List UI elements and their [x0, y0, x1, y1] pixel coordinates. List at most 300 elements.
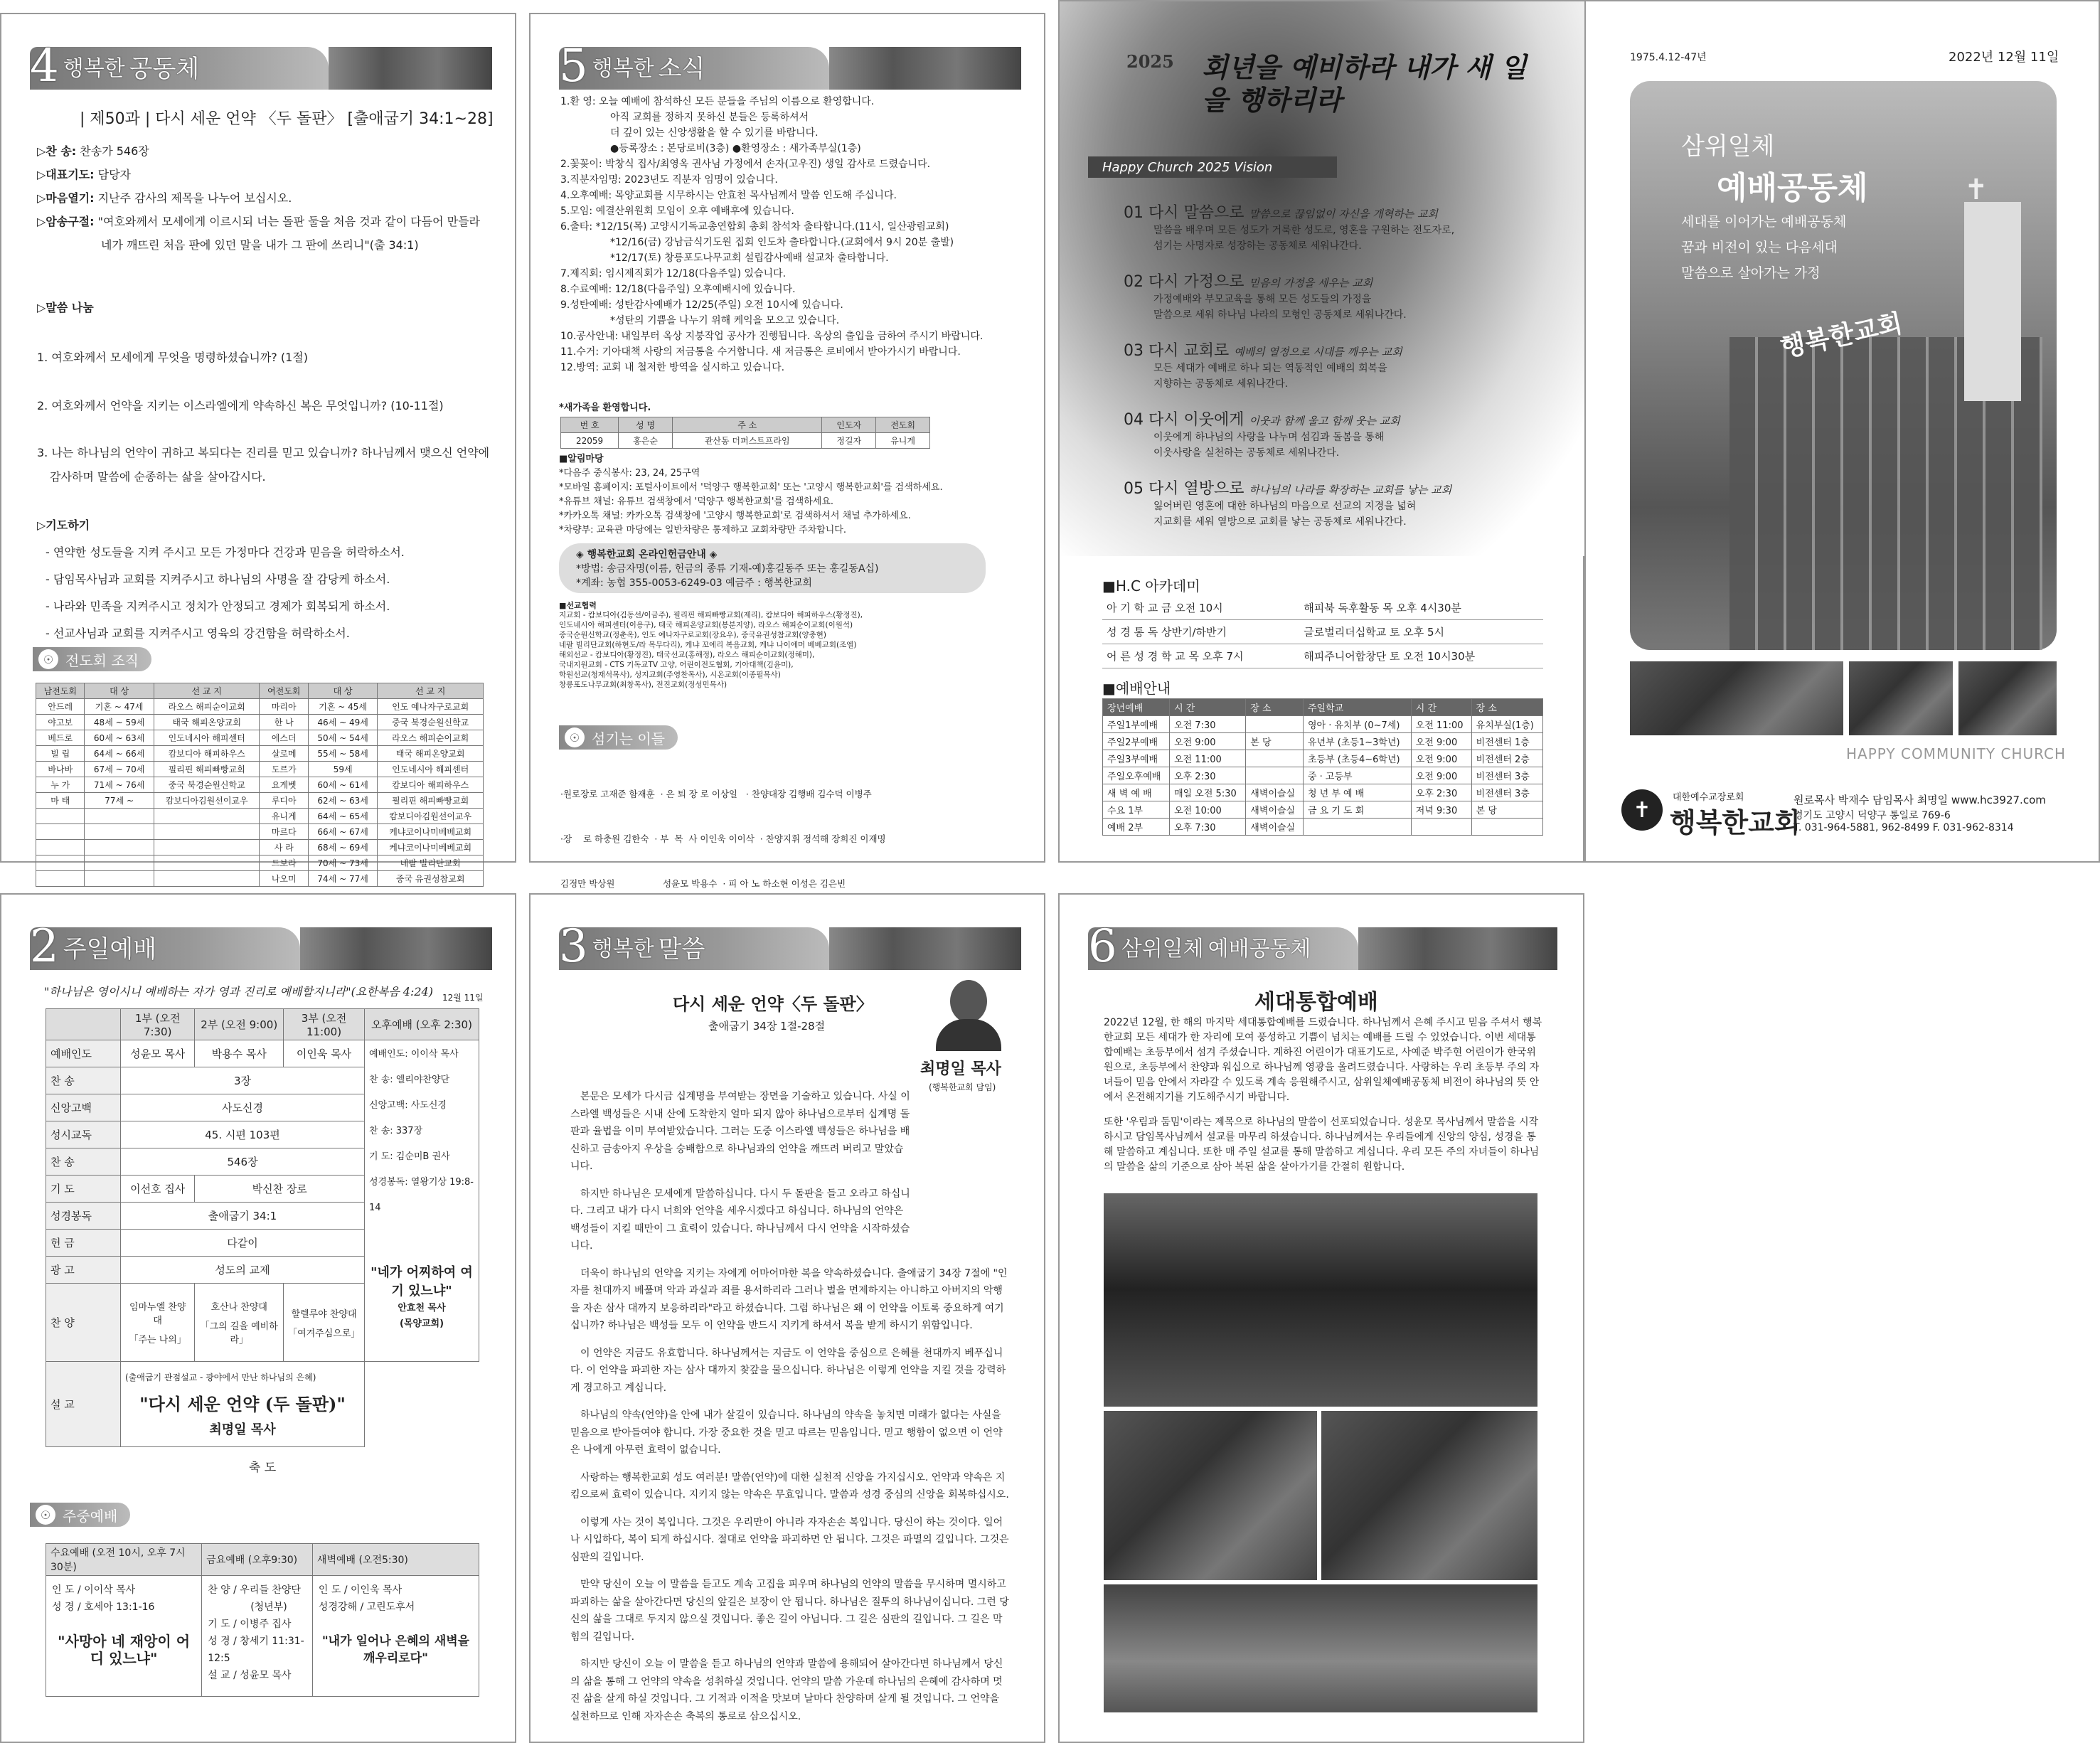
question-3-cont: 감사하며 말씀에 순종하는 삶을 살아갑시다.	[50, 470, 266, 484]
worship-header: 시 간	[1170, 699, 1246, 716]
sunday-header: 1부 (오전 7:30)	[121, 1009, 195, 1040]
org-cell: 마르다	[260, 824, 308, 840]
vision-item	[1124, 339, 1565, 392]
page-number: 4	[30, 40, 59, 92]
worship-cell: 새벽이슬실	[1246, 819, 1304, 836]
page-header	[1088, 920, 1311, 973]
page-5	[529, 13, 1045, 889]
org-cell: 60세 ~ 63세	[85, 730, 154, 746]
org-cell: 46세 ~ 49세	[308, 715, 377, 730]
org-section-title: ☉ 전도회 조직	[33, 647, 151, 671]
academy-cell: 성 경 통 독 상반기/하반기	[1102, 620, 1299, 644]
mission-item: 해외선교 - 캄보디아(황정진), 태국선교(홍해정), 라오스 해피순이교회(정해미),	[559, 651, 815, 659]
vision-items	[1124, 201, 1565, 545]
org-cell	[154, 871, 260, 887]
news-item: ●등록장소 : 본당로비(3층) ●환영장소 : 새가족부실(1층)	[610, 143, 861, 154]
choir-cell	[121, 1284, 195, 1362]
vision-year: 2025	[1126, 51, 1174, 72]
academy-cell: 아 기 학 교 금 오전 10시	[1102, 596, 1299, 620]
org-header: 남전도회	[36, 683, 85, 699]
sunday-cell: 45. 시편 103편	[121, 1121, 365, 1148]
vision-item-body: 이웃사랑을 실천하는 공동체로 세워나간다.	[1153, 447, 1340, 459]
worship-header: 장 소	[1246, 699, 1304, 716]
sermon-paragraph: 이 언약은 지금도 유효합니다. 하나님께서는 지금도 이 언약을 중심으로 은혜를 천대까지 베푸십니다. 이 언약을 파괴한 자는 삼사 대까지 찾갚을 물으십니다. 하나님은 이렇게 언약을 지킬 것을 강력하게 경고하고 계십니다.	[570, 1347, 1006, 1394]
cover-title-big: 예배공동체	[1717, 170, 1868, 206]
question-1: 1. 여호와께서 모세에게 무엇을 명령하셨습니까? (1절)	[37, 351, 308, 364]
sunday-header: 오후예배 (오후 2:30)	[365, 1009, 479, 1040]
news-item: 5.모임: 예결산위원회 모임이 오후 예배후에 있습니다.	[560, 206, 794, 217]
vision-item-body: 모든 세대가 예배로 하나 되는 역동적인 예배의 회복을	[1153, 363, 1387, 374]
vision-page	[1058, 0, 1584, 863]
academy-table	[1102, 596, 1543, 668]
sunday-row-label: 광 고	[46, 1257, 121, 1284]
afternoon-line: 찬 송: 엘리야찬양단	[369, 1075, 450, 1085]
worship-header: 장년예배	[1103, 699, 1170, 716]
afternoon-line: 신앙고백: 사도신경	[369, 1100, 447, 1111]
worship-cell: 오전 11:00	[1411, 716, 1471, 733]
org-cell: 도르가	[260, 762, 308, 777]
worship-row	[1103, 801, 1543, 819]
sermon-label: 설 교	[46, 1362, 121, 1447]
org-cell: 캄보디아 해피하우스	[378, 777, 484, 793]
org-cell: 태국 해피온양교회	[378, 746, 484, 762]
newfam-label: *새가족을 환영합니다.	[559, 403, 651, 413]
sermon-paragraph: 이렇게 사는 것이 복입니다. 그것은 우리만이 아니라 자자손손 복입니다. 당신이 하는 것이다. 일어나 시입하다, 복이 되게 하십시다. 절대로 언약을 파괴하면 안 됩니다. 그것은 파멸의 길입니다. 그것은 심판의 길입니다.	[570, 1516, 1009, 1563]
lesson-item: ▷암송구절: "여호와께서 모세에게 이르시되 너는 돌판 둘을 처음 것과 같이 다듬어 만들라	[37, 215, 480, 228]
vision-item-sub: 예배의 열정으로 시대를 깨우는 교회	[1234, 346, 1402, 358]
org-header: 선 교 지	[378, 683, 484, 699]
worship-cell	[1471, 819, 1542, 836]
news-item: 3.직분자임명: 2023년도 직분자 임명이 있습니다.	[560, 174, 778, 186]
newfam-header: 번 호	[561, 417, 619, 433]
worship-row	[1103, 784, 1543, 801]
worship-cell: 예배 2부	[1103, 819, 1170, 836]
newfam-cell: 22059	[561, 433, 619, 449]
pastor-portrait	[929, 980, 1007, 1051]
worship-cell: 주일오후예배	[1103, 767, 1170, 784]
page-header	[559, 920, 705, 973]
org-cell: 케냐코이나미베베교회	[378, 840, 484, 855]
org-cell: 드보라	[260, 855, 308, 871]
choir-label: 찬 양	[46, 1284, 121, 1362]
pastor-signature: 최명일 목사	[920, 1060, 1001, 1078]
sunday-cell: 성도의 교제	[121, 1257, 365, 1284]
vision-item-head	[1124, 201, 1565, 223]
afternoon-line: 성경봉독: 열왕기상 19:8-14	[369, 1177, 474, 1213]
cover-subtitle: 말씀으로 살아가는 가정	[1681, 265, 1821, 281]
prayer-item: - 선교사님과 교회를 지켜주시고 영육의 강건함을 허락하소서.	[46, 627, 350, 640]
weekday-header: 금요예배 (오후9:30)	[202, 1544, 313, 1576]
sunday-row-label: 예배인도	[46, 1040, 121, 1067]
org-cell	[36, 840, 85, 855]
cover-subtitles	[1681, 209, 1846, 286]
cover-page	[1584, 0, 2100, 863]
weekday-col-dawn: 인 도 / 이인욱 목사 성경강해 / 고린도후서 "내가 일어나 은혜의 새벽을 깨우리로다"	[312, 1576, 479, 1697]
cover-title-small: 삼위일체	[1681, 132, 1775, 161]
happy-community: HAPPY COMMUNITY CHURCH	[1846, 745, 2067, 762]
org-cell: 71세 ~ 76세	[85, 777, 154, 793]
vision-item-head	[1124, 270, 1565, 292]
mission-list	[559, 610, 1028, 690]
pastor-caption: (행복한교회 담임)	[929, 1082, 996, 1092]
news-item: 8.수료예배: 12/18(다음주일) 오후예배시에 있습니다.	[560, 284, 796, 295]
offering-box	[559, 543, 986, 593]
org-cell: 인도 예나자구로교회	[378, 699, 484, 715]
sunday-cell: 이선호 집사	[121, 1176, 195, 1203]
org-cell: 62세 ~ 63세	[308, 793, 377, 809]
org-cell: 인도네시아 해피센터	[378, 762, 484, 777]
org-cell: 필리핀 해피빠빵교회	[378, 793, 484, 809]
newfam-cell: 홍은순	[619, 433, 673, 449]
org-cell: 마 태	[36, 793, 85, 809]
org-cell: 루디아	[260, 793, 308, 809]
choir-song: 「여겨주심으로」	[288, 1328, 361, 1339]
sunday-cell: 성윤모 목사	[121, 1040, 195, 1067]
cross-icon: ✝	[1964, 174, 1988, 206]
worship-row	[1103, 716, 1543, 733]
org-cell: 70세 ~ 73세	[308, 855, 377, 871]
org-cell: 캄보디아김원선이교우	[378, 809, 484, 824]
page-header	[30, 920, 157, 973]
org-cell: 48세 ~ 59세	[85, 715, 154, 730]
academy-cell: 해피주니어합창단 토 오전 10시30분	[1299, 644, 1543, 668]
org-cell	[36, 824, 85, 840]
worship-photo-group	[1104, 1584, 1537, 1712]
org-cell: 네팔 빌리단교회	[378, 855, 484, 871]
worship-cell: 주일2부예배	[1103, 733, 1170, 750]
academy-cell: 해피북 독후활동 목 오후 4시30분	[1299, 596, 1543, 620]
choir-name: 임마누엘 찬양대	[129, 1302, 186, 1326]
notice-item: *유튜브 채널: 유튜브 검색창에서 '덕양구 행복한교회'를 검색하세요.	[559, 496, 834, 507]
worship-cell: 비전센터 2층	[1471, 750, 1542, 767]
weekday-col-fri: 찬 양 / 우리들 찬양단 (청년부) 기 도 / 이병주 집사 성 경 / 창세기 11:31-12:5 설 교 / 성윤모 목사	[202, 1576, 313, 1697]
sermon-paragraph: 만약 당신이 오늘 이 말씀을 듣고도 계속 고집을 피우며 하나님의 언약의 말씀을 무시하며 멸시하고 파괴하는 삶을 살아간다면 당신의 앞길은 보장이 안 됩니다. 하나님은 질투의 하나님이십니다. 그런 당신의 삶을 그대로 두지지 않으실 것입니다. 좋은 길이 아닙니다. 그 길은 심판의 길입니다. 그 길은 막힘의 길입니다.	[570, 1579, 1009, 1643]
vision-item-heading: 다시 열방으로	[1148, 480, 1244, 498]
page-number: 5	[559, 40, 588, 92]
org-cell: 기혼 ~ 45세	[308, 699, 377, 715]
org-cell: 캄보디아 해피하우스	[154, 746, 260, 762]
cover-subtitle: 세대를 이어가는 예배공동체	[1681, 214, 1847, 230]
worship-photo-choir	[1321, 1411, 1537, 1580]
worship-cell: 주일1부예배	[1103, 716, 1170, 733]
page-number: 3	[559, 920, 588, 973]
page-title-b: 예배공동체	[1208, 937, 1311, 961]
page-3	[529, 893, 1045, 1743]
org-cell	[85, 824, 154, 840]
worship-cell	[1246, 750, 1304, 767]
page-title-a: 행복한	[63, 56, 125, 81]
newfam-table	[560, 417, 930, 449]
sunday-cell: 사도신경	[121, 1094, 365, 1121]
choir-name: 호산나 찬양대	[210, 1302, 267, 1313]
denomination: 대한예수교장로회	[1673, 792, 1744, 803]
worship-row	[1103, 733, 1543, 750]
sunday-cell: 박용수 목사	[195, 1040, 284, 1067]
mission-label: ■선교협력	[559, 601, 597, 610]
news-item: *12/16(금) 강남금식기도원 집회 인도차 출타합니다.(교회에서 9시 20분 출발)	[610, 237, 954, 248]
org-cell	[85, 871, 154, 887]
church-logo-icon: ✝	[1621, 789, 1663, 831]
vision-item-body: 지향하는 공동체로 세워나간다.	[1153, 378, 1289, 390]
worship-cell: 유년부 (초등1~3학년)	[1303, 733, 1411, 750]
servants-icon: ☉	[565, 727, 585, 747]
servants-section-title: ☉ 섬기는 이들	[559, 725, 678, 750]
afternoon-service-cell	[365, 1040, 479, 1362]
news-item: 12.방역: 교회 내 철저한 방역을 실시하고 있습니다.	[560, 362, 785, 373]
worship-cell: 비전센터 1층	[1471, 733, 1542, 750]
vision-item-sub: 믿음의 가정을 세우는 교회	[1249, 277, 1373, 289]
academy-cell: 어 른 성 경 학 교 목 오후 7시	[1102, 644, 1299, 668]
benediction-row	[46, 1447, 479, 1477]
news-item: 아직 교회를 정하지 못하신 분들은 등록하셔서	[610, 112, 809, 123]
mission-item: 네팔 빌리단교회(하현도/라 목무다리), 케냐 꼬에리 복음교회, 케냐 나이에머 베베교회(조엘)	[559, 641, 857, 649]
sunday-row-label: 찬 송	[46, 1067, 121, 1094]
org-cell: 빌 립	[36, 746, 85, 762]
org-cell: 라오스 해피순이교회	[154, 699, 260, 715]
mission-item: 인도네시아 해피센터(이용구), 태국 해피온양교회(봉분지양), 라오스 해피순이교회(이원석)	[559, 621, 853, 629]
vision-item-sub: 이웃과 함께 울고 함께 웃는 교회	[1249, 415, 1400, 427]
afternoon-line: 예배인도: 이이삭 목사	[369, 1049, 459, 1060]
header-photo	[829, 927, 1021, 970]
church-tower	[1964, 202, 2021, 401]
org-cell: 살로메	[260, 746, 308, 762]
prayer-list	[46, 539, 405, 647]
org-row	[36, 824, 484, 840]
sermon-body	[570, 1088, 1011, 1735]
question-3: 3. 나는 하나님의 언약이 귀하고 복되다는 진리를 믿고 있습니까? 하나님께서 맺으신 언약에	[37, 446, 490, 459]
lesson-item: 네가 깨뜨린 처음 판에 있던 말을 내가 그 판에 쓰리니"(출 34:1)	[101, 238, 419, 252]
weekday-table	[46, 1543, 479, 1697]
vision-item	[1124, 407, 1565, 461]
worship-cell	[1411, 819, 1471, 836]
page-6	[1058, 893, 1584, 1743]
sermon-row	[46, 1362, 479, 1447]
weekday-header: 수요예배 (오전 10시, 오후 7시30분)	[46, 1544, 202, 1576]
org-cell	[85, 855, 154, 871]
mission-item: 창릉포도나무교회(최창목사), 전진교회(정성민목사)	[559, 681, 727, 689]
news-item: 4.오후예배: 목양교회를 시무하시는 안효천 목사님께서 말씀 인도해 주십니다.	[560, 190, 897, 201]
vision-item-head	[1124, 339, 1565, 361]
org-cell: 나오미	[260, 871, 308, 887]
worship-photo-stage	[1104, 1193, 1537, 1407]
theme-verse: "하나님은 영이시니 예배하는 자가 영과 진리로 예배할지니라"(요한복음 4:24)	[44, 985, 433, 998]
servants-line: ·원로장로 고재준 함재훈 · 은 퇴 장 로 이상일 · 찬양대장 김행배 김수덕 이병주	[560, 789, 872, 799]
worship-cell	[1303, 819, 1411, 836]
choir-name: 할렐루야 찬양대	[291, 1308, 357, 1320]
worship-cell: 오전 9:00	[1411, 750, 1471, 767]
org-cell	[154, 855, 260, 871]
worship-table	[1102, 698, 1543, 836]
report-para-2: 또한 '우림과 둠밈'이라는 제목으로 하나님의 말씀이 선포되었습니다. 성윤모 목사님께서 말씀을 시작하시고 담임목사님께서 설교를 마무리 하셨습니다. 하나님께서는 우리들에게 신앙의 양심, 성경을 통해 말씀하고 계십니다. 또한 매 주일 설교를 통해 말씀하고 계십니다. 우리 모든 주의 자녀들이 하나님의 말씀을 삶의 기준으로 삼아 복된 삶을 살아가기를 간절히 원합니다.	[1104, 1116, 1540, 1173]
lesson-title: | 제50과 | 다시 세운 언약 〈두 돌판〉 [출애굽기 34:1~28]	[80, 110, 494, 128]
vision-item-num: 05	[1124, 480, 1144, 498]
church-address: 경기도 고양시 덕양구 통일로 769-6	[1793, 810, 1951, 821]
org-cell: 유니게	[260, 809, 308, 824]
worship-header: 시 간	[1411, 699, 1471, 716]
afternoon-line: 찬 송: 337장	[369, 1126, 423, 1136]
worship-title: ■예배안내	[1102, 680, 1171, 697]
sunday-header: 3부 (오전 11:00)	[284, 1009, 365, 1040]
mission-item: 국내지원교회 - CTS 기독교TV 고양, 어린이전도협회, 기아대책(김윤미),	[559, 661, 794, 669]
vision-item-body: 이웃에게 하나님의 사랑을 나누며 섬김과 돌봄을 통해	[1153, 432, 1385, 443]
worship-cell: 새벽이슬실	[1246, 801, 1304, 819]
sunday-row-label: 기 도	[46, 1176, 121, 1203]
org-icon: ☉	[38, 649, 58, 669]
org-cell: 77세 ~	[85, 793, 154, 809]
newfam-header: 인도자	[822, 417, 876, 433]
worship-cell: 비전센터 3층	[1471, 784, 1542, 801]
vision-calligraphy: 회년을 예비하라 내가 새 일을 행하리라	[1202, 51, 1527, 116]
news-item: *성탄의 기쁨을 나누기 위해 케익을 모으고 있습니다.	[610, 315, 840, 326]
weekday-header: 새벽예배 (오전5:30)	[312, 1544, 479, 1576]
report-para-1: 2022년 12월, 한 해의 마지막 세대통합예배를 드렸습니다. 하나님께서 은혜 주시고 믿음 주셔서 행복한교회 모든 세대가 한 자리에 모여 풍성하고 기쁨이 넘치는 예배를 드릴 수 있었습니다. 이번 세대통합예배는 초등부에서 섬겨 주셨습니다. 계하진 어린이가 대표기도로, 사예준 박주현 어린이가 한국위원으로, 초등부에서 찬양과 워십으로 하나님께 영광을 올려드렸습니다. 사랑하는 우리 초등부 주의 자녀들이 믿음 안에서 자라갈 수 있도록 계속 응원해주시고, 삼위일체예배공동체 비전이 하나님의 뜻 안에서 온전해지기를 기도해주시기 바랍니다.	[1104, 1017, 1542, 1103]
dawn-quote: "내가 일어나 은혜의 새벽을 깨우리로다"	[321, 1634, 470, 1665]
newfam-cell: 유니게	[876, 433, 930, 449]
org-cell: 중국 북경순원신학교	[154, 777, 260, 793]
worship-row	[1103, 819, 1543, 836]
worship-header-row	[1103, 699, 1543, 716]
servants-line: ·장 로 하충원 김한숙 · 부 목 사 이인욱 이이삭 · 찬양지휘 정석해 장희진 이재명	[560, 833, 886, 844]
org-cell: 60세 ~ 61세	[308, 777, 377, 793]
cover-thumb-photo	[1849, 661, 1953, 735]
pm-sermon-title: "네가 어찌하여 여기 있느냐"	[371, 1265, 473, 1299]
org-row	[36, 809, 484, 824]
org-cell: 50세 ~ 54세	[308, 730, 377, 746]
org-row	[36, 793, 484, 809]
vision-item-num: 02	[1124, 273, 1144, 291]
sunday-row-label: 헌 금	[46, 1230, 121, 1257]
news-item: 1.환 영: 오늘 예배에 참석하신 모든 분들을 주님의 이름으로 환영합니다.	[560, 96, 875, 107]
worship-row	[1103, 750, 1543, 767]
cover-thumb-photo	[1630, 661, 1843, 735]
choir-song: 「주는 나의」	[129, 1335, 186, 1345]
sermon-paragraph: 사랑하는 행복한교회 성도 여러분! 말씀(언약)에 대한 실천적 신앙을 가지십시오. 언약과 약속은 지킴으로써 효력이 있습니다. 지키지 않는 약속은 무효입니다. 말씀과 성경 중심의 신앙을 회복하십시오.	[570, 1471, 1009, 1501]
org-cell: 기혼 ~ 47세	[85, 699, 154, 715]
question-2: 2. 여호와께서 언약을 지키는 이스라엘에게 약속하신 복은 무엇입니까? (10-11절)	[37, 399, 444, 412]
vision-item-sub: 말씀으로 끊임없이 자신을 개혁하는 교회	[1249, 208, 1438, 220]
worship-cell: 오후 7:30	[1170, 819, 1246, 836]
worship-cell: 오전 9:00	[1170, 733, 1246, 750]
worship-cell: 매일 오전 5:30	[1170, 784, 1246, 801]
vision-item-head	[1124, 476, 1565, 499]
pm-church: (목양교회)	[399, 1318, 444, 1329]
org-row	[36, 730, 484, 746]
org-cell: 68세 ~ 69세	[308, 840, 377, 855]
pastors: 원로목사 박재수 담임목사 최명일 www.hc3927.com	[1793, 794, 2046, 806]
page-number: 6	[1088, 920, 1117, 973]
worship-cell: 오전 10:00	[1170, 801, 1246, 819]
news-item: 10.공사안내: 내일부터 옥상 지붕작업 공사가 진행됩니다. 옥상의 출입을 금하여 주시기 바랍니다.	[560, 331, 984, 342]
notice-item: *차량부: 교육관 마당에는 일반차량은 통제하고 교회차량만 주차합니다.	[559, 525, 846, 535]
org-header: 선 교 지	[154, 683, 260, 699]
org-cell: 64세 ~ 66세	[85, 746, 154, 762]
news-item: 11.수거: 기아대책 사랑의 저금통을 수거합니다. 새 저금통은 로비에서 받아가시기 바랍니다.	[560, 346, 961, 358]
sunday-row-label: 찬 송	[46, 1148, 121, 1176]
newfam-cell: 관산동 더퍼스트프라임	[672, 433, 822, 449]
sunday-cell: 이인욱 목사	[284, 1040, 365, 1067]
page-2	[0, 893, 516, 1743]
org-cell: 바나바	[36, 762, 85, 777]
org-cell	[85, 840, 154, 855]
vision-item-body: 잃어버린 영혼에 대한 하나님의 마음으로 선교의 지경을 넓혀	[1153, 501, 1417, 512]
news-item: 더 깊이 있는 신앙생활을 할 수 있기를 바랍니다.	[610, 127, 819, 139]
newfam-header: 성 명	[619, 417, 673, 433]
mission-item: 학원선교(청재석목사), 성지교회(주영찬목사), 시온교회(이종필목사)	[559, 671, 781, 679]
org-cell: 라오스 해피순이교회	[378, 730, 484, 746]
worship-cell: 청 년 부 예 배	[1303, 784, 1411, 801]
worship-cell: 오전 9:00	[1411, 733, 1471, 750]
service-date: 12월 11일	[442, 993, 484, 1003]
org-cell: 59세	[308, 762, 377, 777]
sermon-paragraph: 하지만 하나님은 모세에게 말씀하십니다. 다시 두 돌판을 들고 오라고 하십니다. 그리고 내가 다시 너희와 언약을 세우시겠다고 하십니다. 하나님의 언약은 백성들이 지킬 때만이 그 효력이 있습니다. 하나님께서 다시 언약을 시작하셨습니다.	[570, 1188, 910, 1252]
org-cell	[154, 840, 260, 855]
lesson-item: ▷찬 송: 찬송가 546장	[37, 144, 149, 158]
vision-item-heading: 다시 말씀으로	[1148, 204, 1244, 222]
cover-subtitle: 꿈과 비전이 있는 다음세대	[1681, 240, 1838, 255]
page-title-b: 말씀	[658, 934, 705, 964]
prayer-label: ▷기도하기	[37, 518, 90, 532]
page-number: 2	[30, 920, 59, 973]
org-cell: 누 가	[36, 777, 85, 793]
offering-account: *계좌: 농협 355-0053-6249-03 예금주 : 행복한교회	[576, 577, 812, 589]
org-cell: 마리아	[260, 699, 308, 715]
page-header	[559, 40, 705, 92]
offering-title: ◈ 행복한교회 온라인헌금안내 ◈	[576, 549, 718, 560]
newfam-cell: 정길자	[822, 433, 876, 449]
vision-item-body: 말씀으로 세워 하나님 나라의 모형인 공동체로 세워나간다.	[1153, 309, 1407, 321]
page-title: 주일예배	[63, 934, 157, 964]
vision-banner: Happy Church 2025 Vision	[1088, 156, 1337, 178]
page-title-a: 행복한	[592, 937, 654, 961]
org-row	[36, 746, 484, 762]
worship-cell: 오전 11:00	[1170, 750, 1246, 767]
choir-cell	[195, 1284, 284, 1362]
wed-quote: "사망아 네 재앙이 어디 있느냐"	[58, 1633, 191, 1667]
vision-item-sub: 하나님의 나라를 확장하는 교회를 낳는 교회	[1249, 484, 1452, 496]
weekday-section-title: ☉ 주중예배	[30, 1503, 130, 1527]
notice-label: ■알림마당	[559, 454, 604, 464]
notice-item: *모바일 홈페이지: 포털사이트에서 '덕양구 행복한교회' 또는 '고양시 행복한교회'를 검색하세요.	[559, 482, 943, 493]
sunday-header: 2부 (오전 9:00)	[195, 1009, 284, 1040]
sermon-title: "다시 세운 언약 (두 돌판)"	[139, 1393, 346, 1414]
notice-list	[559, 467, 1028, 538]
page-title-b: 공동체	[129, 54, 200, 83]
worship-header: 장 소	[1471, 699, 1542, 716]
vision-item-num: 03	[1124, 342, 1144, 360]
prayer-item: - 나라와 민족을 지켜주시고 정치가 안정되고 경제가 회복되게 하소서.	[46, 599, 390, 613]
worship-cell: 저녁 9:30	[1411, 801, 1471, 819]
vision-item	[1124, 270, 1565, 323]
sunday-row	[46, 1040, 479, 1067]
org-header: 대 상	[308, 683, 377, 699]
pm-preacher: 안효천 목사	[398, 1303, 446, 1313]
worship-cell: 초등부 (초등4~6학년)	[1303, 750, 1411, 767]
mission-item: 중국순원신학교(정춘옥), 인도 예나자구로교회(장요우), 중국유권성참교회(양충현)	[559, 631, 826, 639]
sunday-cell: 3장	[121, 1067, 365, 1094]
prayer-item: - 연약한 성도들을 지켜 주시고 모든 가정마다 건강과 믿음을 허락하소서.	[46, 545, 405, 559]
sunday-row-label: 성경봉독	[46, 1203, 121, 1230]
org-cell: 55세 ~ 58세	[308, 746, 377, 762]
worship-cell: 새벽이슬실	[1246, 784, 1304, 801]
news-item: 6.출타: *12/15(목) 고양시기독교총연합회 총회 참석차 출타합니다.(11시, 일산광림교회)	[560, 221, 949, 233]
org-row	[36, 699, 484, 715]
org-row	[36, 715, 484, 730]
header-photo	[829, 47, 1021, 90]
news-item: *12/17(토) 창릉포도나무교회 설립감사예배 설교차 출타합니다.	[610, 252, 889, 264]
sunday-cell: 박신찬 장로	[195, 1176, 365, 1203]
vision-item	[1124, 201, 1565, 254]
newfam-header: 주 소	[672, 417, 822, 433]
